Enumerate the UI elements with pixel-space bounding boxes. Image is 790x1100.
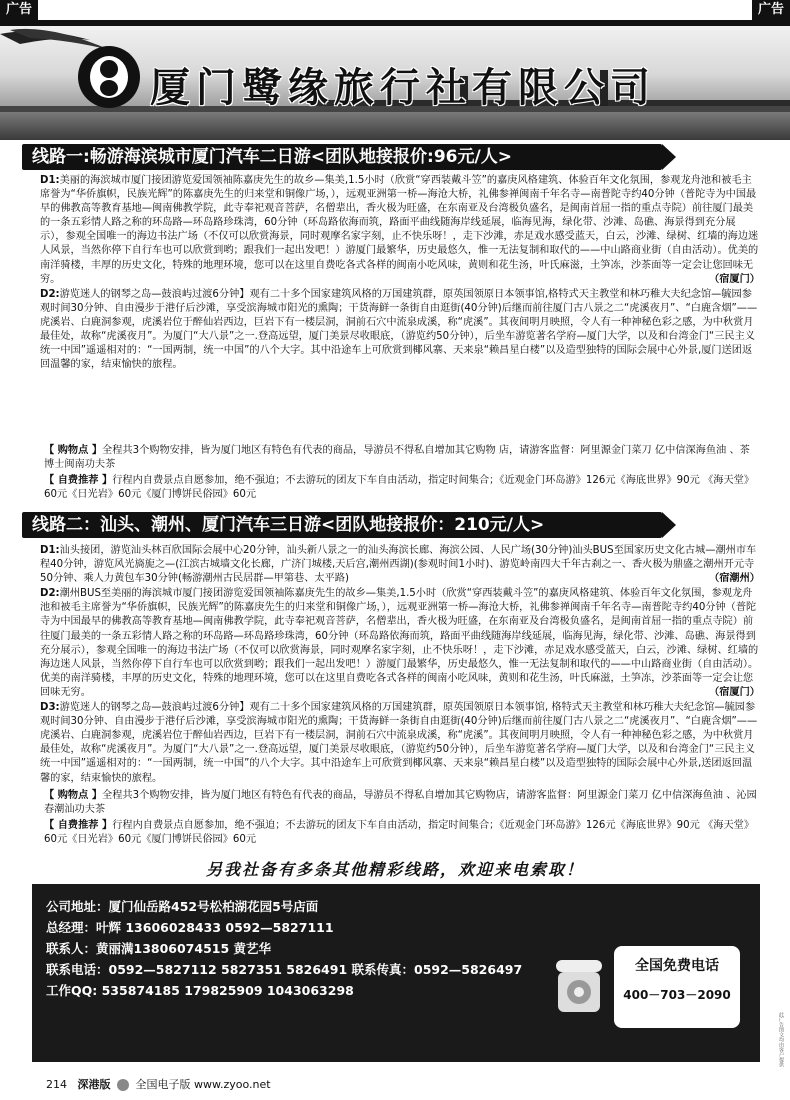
ad-label-left: 广告 xyxy=(0,0,38,20)
route1-self-text: 行程内自费景点自愿参加，绝不强迫；不去游玩的团友下车自由活动，指定时间集合；《近观金门环岛游》126元《海底世界》90元 《海天堂》60元《日光岩》60元《厦门博饼民俗园》60元 xyxy=(44,475,755,501)
route1-day2-text: 游览迷人的钢琴之岛—鼓浪屿过渡6分钟】观有二十多个国家建筑风格的万国建筑群，原英国领原日本领事馆,格特式天主教堂和林巧稚大夫纪念馆—毓园参观时间30分钟、自由漫步于港仔后沙滩，享受滨海城市阳光的熏陶；干货海鲜一条街自由逛街(40分钟)后继而前往厦门古八景之二“虎溪夜月”、“白鹿含烟”——虎溪岩、白鹿洞参观，虎溪岩位于醉仙岩西边，巨岩下有一楼层洞，洞前石穴中流泉成溪，称“虎溪”。其夜间明月映照，令人有一种神秘色彩之感，为中秋赏月最佳处，故称“虎溪夜月”。为厦门“大八景”之一.登高远望，厦门美景尽收眼底，（游览约50分钟），后坐车游览著名学府—厦门大学，以及和台湾金门“三民主义统一中国”遥遥相对的：“一国两制，统一中国”的八个大字。其中沿途车上可欣赏到椰风寨、天来泉“赖昌星白楼”以及造型独特的国际会展中心外景,厦门送团返回温馨的家，结束愉快的旅程。 xyxy=(40,288,758,371)
page-footer xyxy=(46,1076,271,1092)
route2-day2-tag: D2: xyxy=(40,588,60,600)
route1-title: 线路一:畅游海滨城市厦门汽车二日游<团队地接报价:96元/人> xyxy=(22,144,662,170)
general-manager: 总经理：叶辉 13606028433 0592—5827111 xyxy=(46,920,334,935)
slogan: 另我社备有多条其他精彩线路，欢迎来电索取！ xyxy=(205,860,584,879)
telephone-icon xyxy=(554,954,604,1016)
route1-shop-label: 【 购物点 】 xyxy=(44,445,103,456)
route1-day2-tag: D2: xyxy=(40,288,60,300)
route2-day1-tag: D1: xyxy=(40,545,60,556)
route1-itinerary xyxy=(40,174,760,373)
route2-shop-label: 【 购物点 】 xyxy=(44,790,103,801)
route2-day3-text: 游览迷人的钢琴之岛—鼓浪屿过渡6分钟】观有二十多个国家建筑风格的万国建筑群，原英国领原日本领事馆, 格特式天主教堂和林巧稚大夫纪念馆—毓园参观时间30分钟、自由漫步于港仔后沙滩，享受滨海城市阳光的熏陶；干货海鲜一条街自由逛街(40分钟)后继而前往厦门古八景之二“虎溪夜月”、“白鹿含烟”——虎溪岩、白鹿洞参观，虎溪岩位于醉仙岩西边，巨岩下有一楼层洞，洞前石穴中流泉成溪，称“虎溪”。其夜间明月映照，令人有一种神秘色彩之感，为中秋赏月最佳处，故称“虎溪夜月”。为厦门“大八景”之一.登高远望，厦门美景尽收眼底，（游览约50分钟），后坐车游览著名学府—厦门大学，以及和台湾金门“三民主义统一中国”遥遥相对的：“一国两制，统一中国”的八个大字。其中沿途车上可欣赏到椰风寨、天来泉“赖昌星白楼”以及造型独特的国际会展中心外景,送团返回温馨的家，结束愉快的旅程。 xyxy=(40,702,758,784)
page-number: 214 xyxy=(46,1078,67,1091)
side-caption: 此广告图文均由客户提供 xyxy=(778,1012,784,1067)
route2-self-text: 行程内自费景点自愿参加，绝不强迫；不去游玩的团友下车自由活动，指定时间集合；《近观金门环岛游》126元《海底世界》90元 《海天堂》60元《日光岩》60元《厦门博饼民俗园》60元 xyxy=(44,820,755,846)
edition-badge-icon xyxy=(117,1079,129,1091)
route1-self-label: 【 自费推荐 】 xyxy=(44,475,113,486)
website: 全国电子版 www.zyoo.net xyxy=(135,1078,271,1091)
work-qq: 工作QQ: 535874185 179825909 1043063298 xyxy=(46,983,354,998)
route2-shopping xyxy=(44,789,760,817)
route1-optional xyxy=(44,474,760,502)
route2-day3-tag: D3: xyxy=(40,702,60,714)
company-logo-icon xyxy=(78,46,140,108)
route2-day2 xyxy=(40,587,760,700)
ad-label-right: 广告 xyxy=(752,0,790,20)
route2-day1 xyxy=(40,544,760,586)
route2-optional xyxy=(44,819,760,847)
route1-shopping xyxy=(44,444,760,472)
route1-shop-text: 全程共3个购物安排，皆为厦门地区有特色有代表的商品，导游员不得私自增加其它购物 店，请游客监督：阿里源金门菜刀 亿中信深海鱼油 、茶博士闽南功夫茶 xyxy=(44,445,750,471)
route2-itinerary xyxy=(40,544,760,787)
route1-day2 xyxy=(40,288,760,373)
route1-day1 xyxy=(40,174,760,287)
route1-day1-stay: （宿厦门） xyxy=(709,273,760,285)
contact-panel xyxy=(32,884,760,1062)
toll-free-box xyxy=(614,946,740,1028)
edition-label: 深港版 xyxy=(77,1078,111,1091)
toll-free-number: 400－703－2090 xyxy=(623,988,731,1002)
contact-person: 联系人：黄丽满13806074515 黄艺华 xyxy=(46,941,272,956)
route1-day1-tag: D1: xyxy=(40,175,60,186)
route2-day2-stay: （宿厦门） xyxy=(709,686,760,698)
water xyxy=(0,112,790,140)
route2-day2-text: 潮州BUS至美丽的海滨城市厦门接团游览爱国领袖陈嘉庚先生的故乡—集美,1.5小时（欣赏“穿西装戴斗笠”的嘉庚风格建筑、体验百年文化氛围，参观龙舟池和被毛主席誉为“华侨旗帜，民族光辉”的陈嘉庚先生的归来堂和铜像广场，），远观亚洲第一桥—海沧大桥，礼佛参禅闽南千年名寺—南普陀寺约40分钟（普陀寺为中国最早的佛教高等教育基地—闽南佛教学院，此寺奉祀观音菩萨，名僧辈出，香火极为旺盛，在东南亚及台湾极负盛名，是闽南首屈一指的重点寺院）前往厦门最美的一条五彩情人路之称的环岛路—环岛路珍珠湾，60分钟（环岛路依海而筑，路面平曲线随海岸线延展，临海见海，绿化带、沙滩、岛礁、海景得到充分展示），参观全国唯一的海边书法广场（不仅可以欣赏海景，同时观摩名家字刻，止不快乐呀！，走下沙滩，赤足戏水感受蓝天，白云，沙滩、绿树、红墙的海边迷人风景，当然你停下自行车也可以欣赏到哟；跟我们一起出发吧！）游厦门最繁华，历史最悠久，惟一无法复制和取代的——中山路商业街（自由活动）。优美的南洋骑楼，丰厚的历史文化，特殊的地理环境，您可以在这里自费吃各式各样的闽南小吃风味，黄则和花生汤，叶氏麻滋，土笋冻，沙茶面等一定会让您回味无穷。 xyxy=(40,588,759,698)
route2-self-label: 【 自费推荐 】 xyxy=(44,820,113,831)
toll-free-label: 全国免费电话 xyxy=(635,958,719,974)
route1-day1-text: 美丽的海滨城市厦门接团游览爱国领袖陈嘉庚先生的故乡—集美,1.5小时（欣赏“穿西装戴斗笠”的嘉庚风格建筑、体验百年文化氛围，参观龙舟池和被毛主席誉为“华侨旗帜，民族光辉”的陈嘉庚先生的归来堂和铜像广场，），远观亚洲第一桥—海沧大桥，礼佛参禅闽南千年名寺—南普陀寺约40分钟（普陀寺为中国最早的佛教高等教育基地—闽南佛教学院，此寺奉祀观音菩萨，名僧辈出，香火极为旺盛，在东南亚及台湾极负盛名，是闽南首屈一指的重点寺院）前往厦门最美的一条五彩情人路之称的环岛路—环岛路珍珠湾，60分钟（环岛路依海而筑，路面平曲线随海岸线延展，临海见海，绿化带、沙滩、岛礁、海景得到充分展示），参观全国唯一的海边书法广场（不仅可以欣赏海景，同时观摩名家字刻，止不快乐呀！，走下沙滩，赤足戏水感受蓝天，白云，沙滩、绿树、红墙的海边迷人风景，当然你停下自行车也可以欣赏到哟；跟我们一起出发吧！）游厦门最繁华，历史最悠久，惟一无法复制和取代的——中山路商业街（自由活动）。优美的南洋骑楼，丰厚的历史文化，特殊的地理环境，您可以在这里自费吃各式各样的闽南小吃风味，黄则和花生汤，叶氏麻滋，土笋冻，沙茶面等一定会让您回味无穷。 xyxy=(40,175,759,285)
company-name: 厦门鹭缘旅行社有限公司 xyxy=(150,64,656,111)
route2-day1-stay: （宿潮州） xyxy=(709,573,760,585)
phone-fax: 联系电话：0592—5827112 5827351 5826491 联系传真：0592—5826497 xyxy=(46,962,523,977)
route2-day1-text: 汕头接团，游览汕头林百欣国际会展中心20分钟，汕头新八景之一的汕头海滨长廊、海滨公园、人民广场(30分钟)汕头BUS至国家历史文化古城—潮州市车程40分钟，游览风光旖旎之—(江滨古城墙文化长廊，广济门城楼,天后宫,潮州西湖)(参观时间1小时)、游览岭南四大千年古刹之一、香火极为鼎盛之潮州开元寺50分钟、乘人力黄包车30分钟(畅游潮州古民居群—甲第巷、太平路) xyxy=(40,545,757,585)
route2-title: 线路二：汕头、潮州、厦门汽车三日游<团队地接报价：210元/人> xyxy=(22,512,662,538)
company-address: 公司地址：厦门仙岳路452号松柏湖花园5号店面 xyxy=(46,899,319,914)
route2-day3 xyxy=(40,701,760,786)
route2-shop-text: 全程共3个购物安排，皆为厦门地区有特色有代表的商品，导游员不得私自增加其它购物店，请游客监督：阿里源金门菜刀 亿中信深海鱼油 、沁园春潮汕功夫茶 xyxy=(44,790,757,816)
header-banner xyxy=(0,20,790,140)
